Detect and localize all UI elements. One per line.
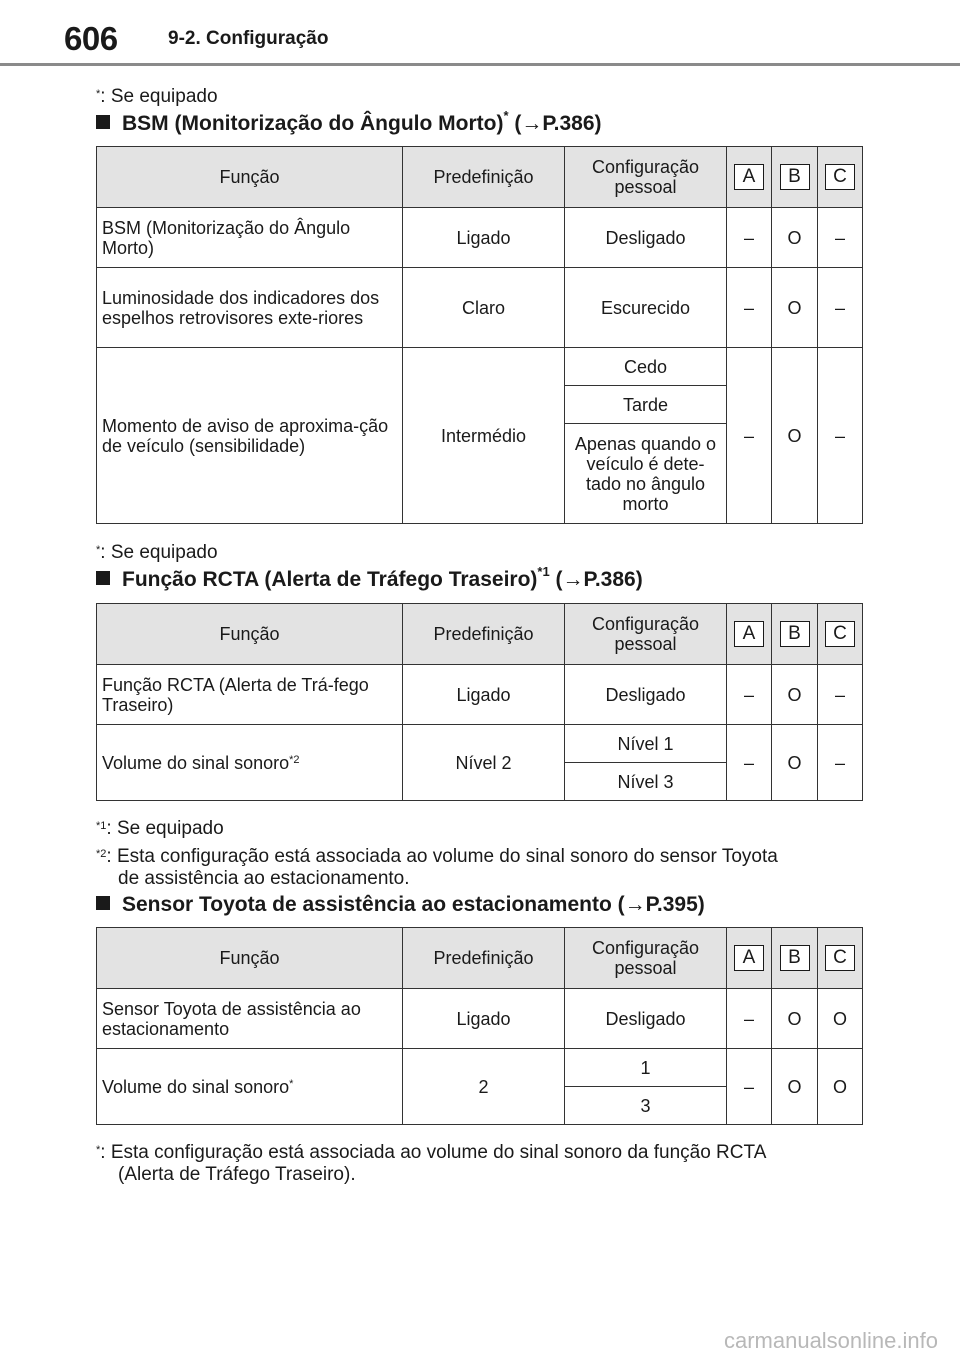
table-header-row xyxy=(97,147,863,208)
footnote: *: Se equipado xyxy=(96,542,218,563)
column-header-default: Predefinição xyxy=(403,928,565,989)
footnote: *: Se equipado xyxy=(96,86,218,107)
column-header-default: Predefinição xyxy=(403,604,565,665)
page-number: 606 xyxy=(64,20,118,57)
section-heading-bsm: BSM (Monitorização do Ângulo Morto)* (→P.386) xyxy=(96,112,602,136)
bsm-settings-table xyxy=(96,146,863,524)
page-header xyxy=(0,0,960,66)
footnote: $^{*2}$: Esta configuração está associada ao volume do sinal sonoro do sensor Toyota de assistência ao estacionamento. xyxy=(96,846,778,889)
column-header-personal: Configuração pessoal xyxy=(565,928,727,989)
square-bullet-icon xyxy=(96,115,110,129)
rcta-settings-table xyxy=(96,603,863,801)
column-header-function: Função xyxy=(97,928,403,989)
column-header-default: Predefinição xyxy=(403,147,565,208)
column-header-personal: Configuração pessoal xyxy=(565,604,727,665)
table-row: BSM (Monitorização do Ângulo Morto) Ligado Desligado – O – xyxy=(97,208,863,268)
table-header-row xyxy=(97,928,863,989)
section-heading-sensor: Sensor Toyota de assistência ao estacionamento (→P.395) xyxy=(96,893,705,917)
square-bullet-icon xyxy=(96,571,110,585)
column-header-b: B xyxy=(772,147,818,208)
watermark: carmanualsonline.info xyxy=(723,1328,938,1353)
column-header-function: Função xyxy=(97,147,403,208)
table-row: Volume do sinal sonoro$^{*2}$ Nível 2 Nível 1 – O – xyxy=(97,725,863,763)
table-subrow: Nível 3 xyxy=(97,763,863,801)
column-header-a: A xyxy=(727,147,772,208)
table-row: Momento de aviso de aproxima-ção de veículo (sensibilidade) Intermédio Cedo – O – xyxy=(97,348,863,386)
sensor-settings-table xyxy=(96,927,863,1125)
section-title: 9-2. Configuração xyxy=(168,28,329,49)
column-header-c: C xyxy=(818,147,863,208)
column-header-function: Função xyxy=(97,604,403,665)
column-header-c: C xyxy=(818,604,863,665)
table-row: Luminosidade dos indicadores dos espelhos retrovisores exte-riores Claro Escurecido – O – xyxy=(97,268,863,348)
column-header-a: A xyxy=(727,604,772,665)
column-header-personal: Configuração pessoal xyxy=(565,147,727,208)
table-row: Sensor Toyota de assistência ao estacionamento Ligado Desligado – O O xyxy=(97,989,863,1049)
footnote: *: Esta configuração está associada ao volume do sinal sonoro da função RCTA (Alerta de Tráfego Traseiro). xyxy=(96,1142,767,1185)
header-divider xyxy=(0,63,960,66)
column-header-b: B xyxy=(772,928,818,989)
section-heading-rcta: Função RCTA (Alerta de Tráfego Traseiro)$^{*1}$ (→P.386) xyxy=(96,568,643,592)
table-subrow: Tarde xyxy=(97,386,863,424)
table-row: Função RCTA (Alerta de Trá-fego Traseiro) Ligado Desligado – O – xyxy=(97,665,863,725)
column-header-a: A xyxy=(727,928,772,989)
table-subrow: 3 xyxy=(97,1087,863,1125)
footnote: $^{*1}$: Se equipado xyxy=(96,818,224,839)
square-bullet-icon xyxy=(96,896,110,910)
table-row: Volume do sinal sonoro* 2 1 – O O xyxy=(97,1049,863,1087)
table-subrow: Apenas quando o veículo é dete-tado no ângulo morto xyxy=(97,424,863,524)
table-header-row xyxy=(97,604,863,665)
column-header-c: C xyxy=(818,928,863,989)
column-header-b: B xyxy=(772,604,818,665)
